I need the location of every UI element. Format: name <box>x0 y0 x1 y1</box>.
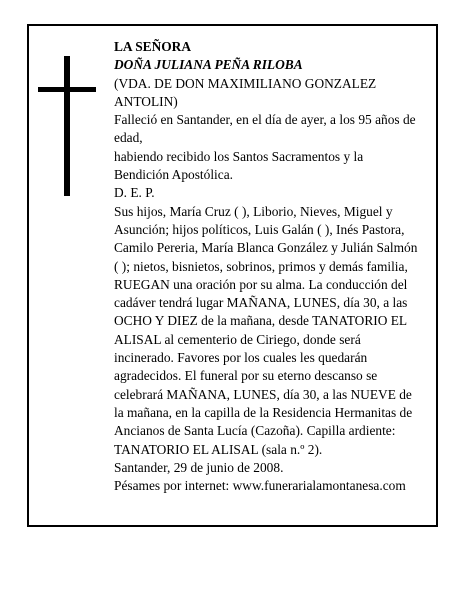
notice-text <box>114 38 420 495</box>
cross-vertical-bar <box>64 56 70 196</box>
notice-heading: LA SEÑORA <box>114 39 192 54</box>
sacraments-line: habiendo recibido los Santos Sacramentos y la Bendición Apostólica. <box>114 148 364 183</box>
deceased-name: DOÑA JULIANA PEÑA RILOBA <box>114 57 303 73</box>
dep-line: D. E. P. <box>114 185 155 201</box>
death-line: Falleció en Santander, en el día de ayer, a los 95 años de edad, <box>114 112 416 146</box>
request-paragraph: RUEGAN una oración por su alma. La conducción del cadáver tendrá lugar MAÑANA, LUNES, día 30, a las OCHO Y DIEZ de la mañana, desde TANATORIO EL ALISAL al cementerio de Ciriego, donde será incinerado. Favores por los cuales les quedarán agradecidos. El funeral por su eterno descanso se celebrará MAÑANA, LUNES, día 30, a las NUEVE de la mañana, en la capilla de la Residencia Hermanitas de Ancianos de Santa Lucía (Cazoña). Capilla ardiente: TANATORIO EL ALISAL (sala n.º 2). <box>114 276 413 457</box>
cross-horizontal-bar <box>38 87 96 92</box>
widow-of: (VDA. DE DON MAXIMILIANO GONZALEZ ANTOLIN) <box>114 75 377 109</box>
place-date: Santander, 29 de junio de 2008. <box>114 459 284 475</box>
family-paragraph: Sus hijos, María Cruz ( ), Liborio, Nieves, Miguel y Asunción; hijos políticos, Luis Galán ( ), Inés Pastora, Camilo Pereria, María Blanca González y Julián Salmón ( ); nietos, bisnietos, sobrinos, primos y demás familia, <box>114 203 418 274</box>
condolences-line: Pésames por internet: www.funerarialamontanesa.com <box>114 478 406 494</box>
